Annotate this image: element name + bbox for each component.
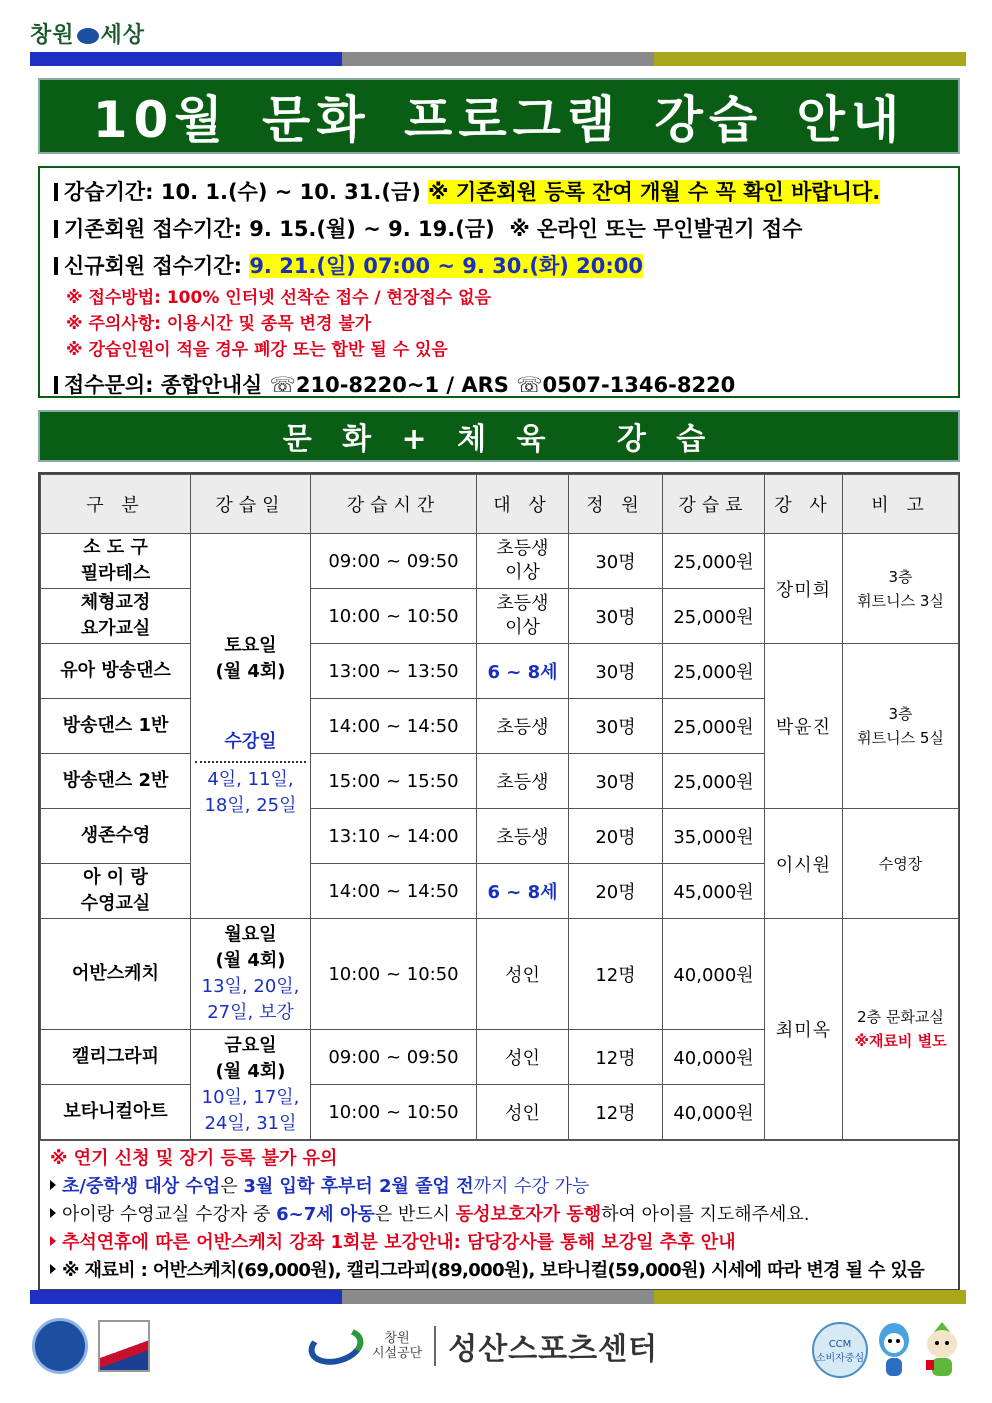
row-time: 10:00 ~ 10:50 (311, 1085, 477, 1140)
day-name: 금요일 (224, 1034, 277, 1056)
table-row (41, 534, 959, 589)
row-capacity: 20명 (569, 809, 663, 864)
teacher-cell: 박윤진 (765, 644, 843, 809)
footer-note-2 (50, 1173, 950, 1201)
footer-note-4 (50, 1229, 950, 1257)
logo-divider (434, 1326, 436, 1366)
period-line (54, 174, 944, 211)
row-target: 초등생 (477, 699, 569, 754)
header-category: 구 분 (41, 475, 191, 534)
page-title: 10월 문화 프로그램 강습 안내 (92, 91, 906, 149)
row-fee: 40,000원 (663, 1030, 765, 1085)
row-name: 유아 방송댄스 (41, 644, 191, 699)
contact-line (54, 367, 944, 404)
fn2-c: 3월 입학 후부터 2월 졸업 전 (243, 1176, 474, 1197)
row-fee: 40,000원 (663, 919, 765, 1030)
footer-note-3 (50, 1201, 950, 1229)
teacher-cell: 최미옥 (765, 919, 843, 1140)
organization-arc-icon (304, 1321, 367, 1370)
footer-note-1: ※ 연기 신청 및 장기 등록 불가 유의 (50, 1148, 338, 1169)
row-capacity: 30명 (569, 644, 663, 699)
row-capacity: 30명 (569, 534, 663, 589)
existing-line (54, 211, 944, 248)
center-name: 성산스포츠센터 (448, 1332, 659, 1367)
period-label: 강습기간: 10. 1.(수) ~ 10. 31.(금) (64, 180, 421, 204)
row-name: 체형교정 요가교실 (41, 589, 191, 644)
triangle-icon (50, 1236, 56, 1246)
row-name: 방송댄스 1반 (41, 699, 191, 754)
day-monday (191, 919, 311, 1030)
header-day: 강습일 (191, 475, 311, 534)
program-table (38, 472, 960, 1291)
bullet-bar-icon (54, 376, 58, 394)
row-capacity: 30명 (569, 589, 663, 644)
triangle-icon (50, 1180, 56, 1190)
phone-icon: ☏ (516, 373, 543, 397)
row-time: 14:00 ~ 14:50 (311, 864, 477, 919)
note-cell: 3층 휘트니스 3실 (843, 534, 959, 644)
center-logo (308, 1324, 658, 1368)
table-header (41, 475, 959, 534)
day-count: (월 4회) (215, 661, 286, 682)
contact-phone1: 210-8220~1 / ARS (295, 373, 509, 397)
note-cell: 3층 휘트니스 5실 (843, 644, 959, 809)
contact-label: 접수문의: 종합안내실 (64, 373, 263, 397)
row-fee: 25,000원 (663, 534, 765, 589)
row-target: 성인 (477, 919, 569, 1030)
header-note: 비 고 (843, 475, 959, 534)
row-capacity: 12명 (569, 919, 663, 1030)
note-cell (843, 919, 959, 1140)
row-fee: 25,000원 (663, 589, 765, 644)
fn2-a: 초/중학생 대상 수업 (62, 1176, 221, 1197)
new-label: 신규회원 접수기간: (64, 254, 242, 278)
header-capacity: 정 원 (569, 475, 663, 534)
title-banner (38, 78, 960, 154)
row-capacity: 30명 (569, 699, 663, 754)
row-name: 아 이 랑 수영교실 (41, 864, 191, 919)
row-time: 13:10 ~ 14:00 (311, 809, 477, 864)
triangle-icon (50, 1208, 56, 1218)
brand-logo (30, 18, 145, 49)
row-name: 방송댄스 2반 (41, 754, 191, 809)
footer-notes (40, 1140, 958, 1289)
row-name: 어반스케치 (41, 919, 191, 1030)
top-stripe (30, 52, 966, 66)
fn3-c: 은 반드시 (374, 1204, 456, 1225)
bullet-bar-icon (54, 183, 58, 201)
day-dates: 13일, 20일, 27일, 보강 (201, 976, 300, 1023)
header-teacher: 강 사 (765, 475, 843, 534)
row-time: 10:00 ~ 10:50 (311, 919, 477, 1030)
new-line (54, 248, 944, 285)
period-note: ※ 기존회원 등록 잔여 개월 수 꼭 확인 바랍니다. (428, 180, 881, 204)
row-target: 초등생 (477, 754, 569, 809)
note-cancel: ※ 강습인원이 적을 경우 폐강 또는 합반 될 수 있음 (66, 340, 448, 360)
fn2-d: 까지 수강 가능 (473, 1176, 590, 1197)
brand-mark-icon (77, 28, 99, 44)
row-name: 캘리그라피 (41, 1030, 191, 1085)
brand-right: 세상 (100, 22, 146, 48)
row-name: 보타니컬아트 (41, 1085, 191, 1140)
section-banner (38, 410, 960, 462)
fn4-text: 추석연휴에 따른 어반스케치 강좌 1회분 보강안내: 담당강사를 통해 보강일 추후 안내 (62, 1232, 736, 1253)
ccm-logo: CCM 소비자중심 (812, 1322, 868, 1378)
bottom-stripe (30, 1290, 966, 1304)
row-fee: 25,000원 (663, 754, 765, 809)
table-row (41, 644, 959, 699)
row-time: 09:00 ~ 09:50 (311, 534, 477, 589)
mascot-blue-icon (874, 1318, 914, 1380)
row-fee: 35,000원 (663, 809, 765, 864)
note-extra: ※재료비 별도 (854, 1032, 947, 1050)
day-saturday (191, 534, 311, 919)
row-fee: 25,000원 (663, 699, 765, 754)
brand-left: 창원 (30, 22, 75, 48)
row-name: 생존수영 (41, 809, 191, 864)
bottom-logos (0, 1318, 992, 1388)
footer-note-5 (50, 1257, 950, 1285)
table-row (41, 809, 959, 864)
row-target: 6 ~ 8세 (477, 864, 569, 919)
day-name: 토요일 (224, 635, 277, 656)
row-target: 6 ~ 8세 (477, 644, 569, 699)
row-time: 14:00 ~ 14:50 (311, 699, 477, 754)
note-cell: 수영장 (843, 809, 959, 919)
row-capacity: 20명 (569, 864, 663, 919)
day-dates: 4일, 11일, 18일, 25일 (204, 769, 297, 816)
day-dates: 10일, 17일, 24일, 31일 (201, 1086, 300, 1134)
teacher-cell: 이시원 (765, 809, 843, 919)
header-target: 대 상 (477, 475, 569, 534)
organization-name: 창원 시설공단 (372, 1331, 423, 1361)
triangle-icon (50, 1264, 56, 1274)
note-caution: ※ 주의사항: 이용시간 및 종목 변경 불가 (66, 314, 372, 334)
day-count: (월 4회) (215, 1060, 286, 1082)
mascot-green-icon (920, 1318, 964, 1380)
dotted-divider (195, 761, 306, 763)
row-fee: 45,000원 (663, 864, 765, 919)
human-rights-logo-icon (32, 1318, 88, 1374)
day-label: 수강일 (224, 731, 277, 752)
teacher-cell: 장미희 (765, 534, 843, 644)
header-time: 강습시간 (311, 475, 477, 534)
fn5-text: ※ 재료비 : 어반스케치(69,000원), 캘리그라피(89,000원), 보타니컬(59,000원) 시세에 따라 변경 될 수 있음 (62, 1260, 925, 1281)
new-value: 9. 21.(일) 07:00 ~ 9. 30.(화) 20:00 (249, 254, 644, 278)
fn2-b: 은 (220, 1176, 244, 1197)
row-time: 15:00 ~ 15:50 (311, 754, 477, 809)
row-target: 성인 (477, 1085, 569, 1140)
contact-phone2: 0507-1346-8220 (542, 373, 736, 397)
bullet-bar-icon (54, 257, 58, 275)
existing-label: 기존회원 접수기간: 9. 15.(월) ~ 9. 19.(금) (64, 217, 495, 241)
row-fee: 25,000원 (663, 644, 765, 699)
note-text: 2층 문화교실 (857, 1008, 944, 1026)
fn3-a: 아이랑 수영교실 수강자 중 (62, 1204, 277, 1225)
row-name: 소 도 구 필라테스 (41, 534, 191, 589)
row-time: 09:00 ~ 09:50 (311, 1030, 477, 1085)
row-capacity: 12명 (569, 1030, 663, 1085)
existing-note: ※ 온라인 또는 무인발권기 접수 (509, 217, 803, 241)
row-time: 10:00 ~ 10:50 (311, 589, 477, 644)
header-fee: 강습료 (663, 475, 765, 534)
note-method: ※ 접수방법: 100% 인터넷 선착순 접수 / 현장접수 없음 (66, 288, 491, 308)
fn3-d: 동성보호자가 동행 (455, 1204, 602, 1225)
day-friday (191, 1030, 311, 1140)
phone-icon: ☏ (269, 373, 296, 397)
row-fee: 40,000원 (663, 1085, 765, 1140)
certification-logo-icon (98, 1320, 150, 1372)
bullet-bar-icon (54, 220, 58, 238)
day-name: 월요일 (224, 924, 277, 945)
day-count: (월 4회) (215, 950, 286, 971)
table-row (41, 919, 959, 1030)
row-capacity: 30명 (569, 754, 663, 809)
row-target: 초등생 이상 (477, 589, 569, 644)
row-time: 13:00 ~ 13:50 (311, 644, 477, 699)
section-title: 문 화 + 체 육 강 습 (282, 422, 716, 457)
fn3-b: 6~7세 아동 (276, 1204, 375, 1225)
row-capacity: 12명 (569, 1085, 663, 1140)
info-box (38, 166, 960, 398)
row-target: 초등생 (477, 809, 569, 864)
row-target: 성인 (477, 1030, 569, 1085)
row-target: 초등생 이상 (477, 534, 569, 589)
fn3-e: 하여 아이를 지도해주세요. (601, 1204, 810, 1225)
